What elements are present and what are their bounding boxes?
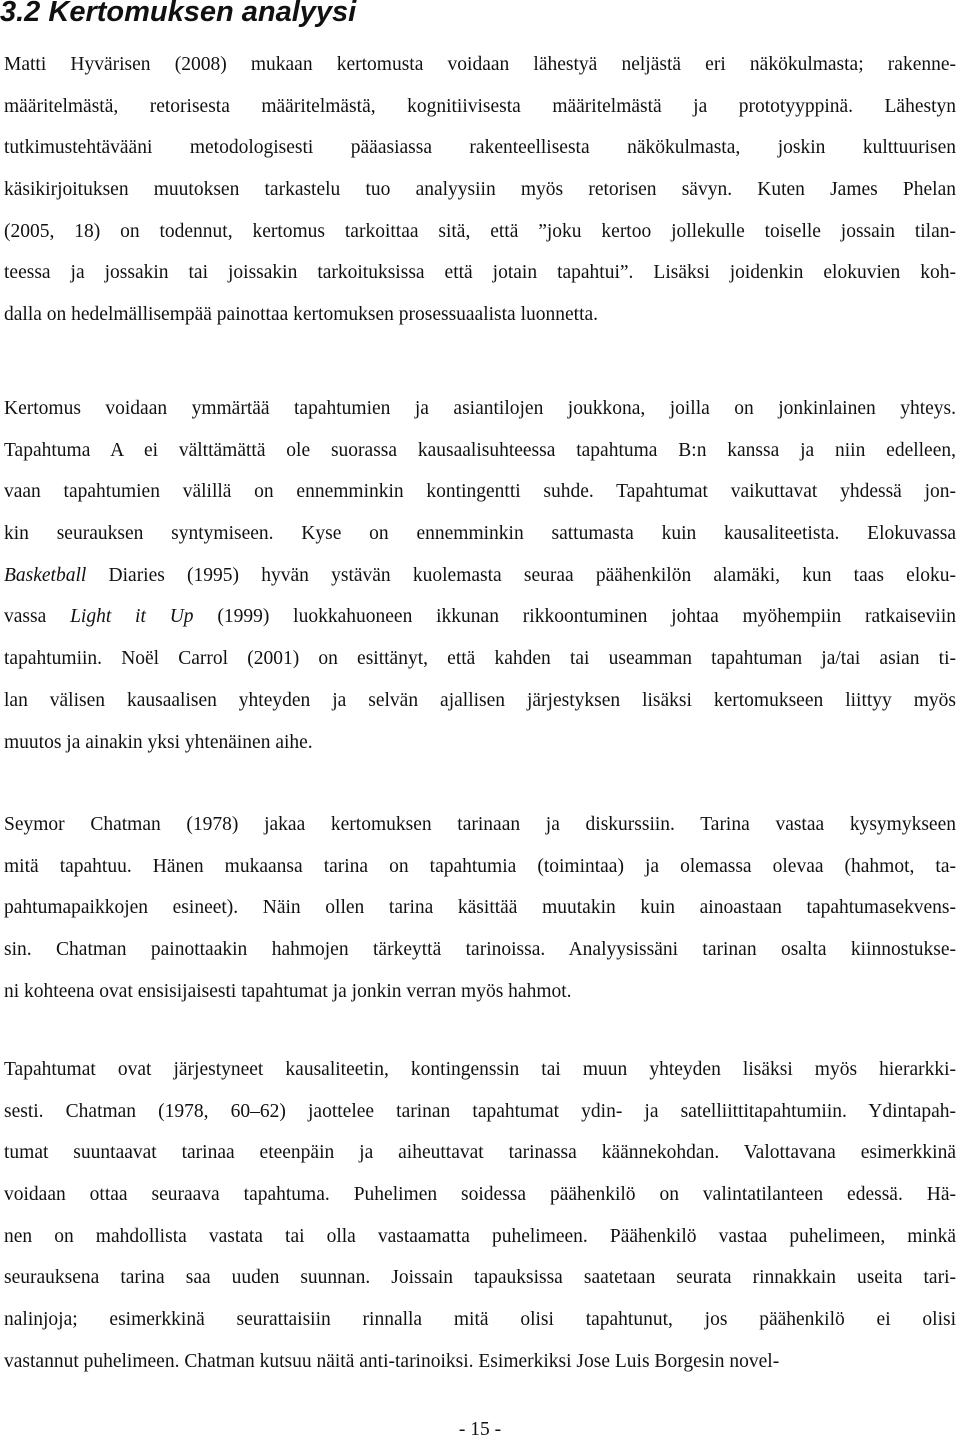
text-line (4, 680, 956, 722)
text-segment: ni kohteena ovat ensisijaisesti tapahtumat ja jonkin verran myös hahmot. (4, 980, 572, 1002)
text-line (4, 1341, 956, 1383)
text-segment: vassa (4, 606, 71, 628)
text-line (4, 169, 956, 211)
text-line (4, 44, 956, 86)
paragraph-3 (4, 804, 956, 1012)
text-segment: Matti Hyvärisen (2008) mukaan kertomusta voidaan lähestyä neljästä eri näkökulmasta; rakenne- (4, 54, 956, 75)
text-segment: lan välisen kausaalisen yhteyden ja selvän ajallisen järjestyksen lisäksi kertomukseen liittyy myös (4, 689, 956, 711)
text-segment: Tapahtumat ovat järjestyneet kausaliteetin, kontingenssin tai muun yhteyden lisäksi myös hierarkki- (4, 1059, 956, 1080)
text-segment: dalla on hedelmällisempää painottaa kertomuksen prosessuaalista luonnetta. (4, 304, 599, 326)
text-segment: pahtumapaikkojen esineet). Näin ollen tarina käsittää muutakin kuin ainoastaan tapahtumasekvens- (4, 897, 956, 919)
text-line (4, 887, 956, 929)
page-number: - 15 - (458, 1419, 502, 1440)
paragraph-4 (4, 1049, 956, 1383)
text-line (4, 1174, 956, 1216)
text-line (4, 596, 956, 638)
text-segment: tutkimustehtävääni metodologisesti pääasiassa rakenteellisesta näkökulmasta, joskin kulttuurisen (4, 137, 956, 159)
paragraph-2 (4, 388, 956, 763)
text-line (4, 1216, 956, 1258)
text-segment: nalinjoja; esimerkkinä seurattaisiin rinnalla mitä olisi tapahtunut, jos päähenkilö ei olisi (4, 1309, 956, 1331)
text-segment: Seymor Chatman (1978) jakaa kertomuksen tarinaan ja diskurssiin. Tarina vastaa kysymykseen (4, 814, 956, 835)
text-segment: muutos ja ainakin yksi yhtenäinen aihe. (4, 731, 313, 753)
text-line (4, 722, 956, 764)
text-segment: sesti. Chatman (1978, 60–62) jaottelee tarinan tapahtumat ydin- ja satelliittitapahtumiin. Ydintapah- (4, 1100, 956, 1122)
text-line (4, 1257, 956, 1299)
text-segment: tumat suuntaavat tarinaa eteenpäin ja aiheuttavat tarinassa käännekohdan. Valottavana esimerkkinä (4, 1142, 956, 1164)
text-line (4, 211, 956, 253)
text-line (4, 929, 956, 971)
text-segment: Diaries (1995) hyvän ystävän kuolemasta seuraa päähenkilön alamäki, kun taas eloku- (86, 564, 956, 586)
text-line (4, 86, 956, 128)
italic-title: Basketball (4, 564, 87, 586)
text-line (4, 252, 956, 294)
text-segment: seurauksena tarina saa uuden suunnan. Joissain tapauksissa saatetaan seurata rinnakkain useita tari- (4, 1267, 956, 1289)
text-line (4, 1132, 956, 1174)
text-line (4, 1091, 956, 1133)
section-heading: 3.2 Kertomuksen analyysi (0, 0, 357, 28)
text-segment: nen on mahdollista vastata tai olla vastaamatta puhelimeen. Päähenkilö vastaa puhelimeen, minkä (4, 1225, 956, 1247)
text-line (4, 388, 956, 430)
text-segment: voidaan ottaa seuraava tapahtuma. Puhelimen soidessa päähenkilö on valintatilanteen edessä. Hä- (4, 1184, 956, 1206)
text-segment: kin seurauksen syntymiseen. Kyse on ennemminkin sattumasta kuin kausaliteetista. Elokuvassa (4, 523, 956, 545)
text-line (4, 471, 956, 513)
text-line (4, 971, 956, 1013)
text-segment: vastannut puhelimeen. Chatman kutsuu näitä anti-tarinoiksi. Esimerkiksi Jose Luis Borgesin novel- (4, 1350, 780, 1372)
paragraph-1 (4, 44, 956, 336)
text-segment: sin. Chatman painottaakin hahmojen tärkeyttä tarinoissa. Analyysissäni tarinan osalta kiinnostukse- (4, 939, 956, 961)
text-segment: teessa ja jossakin tai joissakin tarkoituksissa että jotain tapahtui”. Lisäksi joidenkin elokuvien koh- (4, 262, 956, 284)
text-segment: (2005, 18) on todennut, kertomus tarkoittaa sitä, että ”joku kertoo jollekulle toiselle jossain tilan- (4, 220, 956, 242)
text-segment: vaan tapahtumien välillä on ennemminkin kontingentti suhde. Tapahtumat vaikuttavat yhdessä jon- (4, 481, 956, 503)
text-line (4, 804, 956, 846)
text-line (4, 127, 956, 169)
italic-title: Light it Up (70, 606, 194, 628)
text-segment: Tapahtuma A ei välttämättä ole suorassa kausaalisuhteessa tapahtuma B:n kanssa ja niin edelleen, (4, 439, 956, 461)
text-line (4, 638, 956, 680)
text-segment: mitä tapahtuu. Hänen mukaansa tarina on tapahtumia (toimintaa) ja olemassa olevaa (hahmot, ta- (4, 855, 956, 877)
text-line (4, 513, 956, 555)
text-line (4, 1299, 956, 1341)
text-segment: käsikirjoituksen muutoksen tarkastelu tuo analyysiin myös retorisen sävyn. Kuten James Phelan (4, 179, 956, 201)
text-line (4, 294, 956, 336)
text-line (4, 1049, 956, 1091)
text-line (4, 430, 956, 472)
text-segment: tapahtumiin. Noël Carrol (2001) on esittänyt, että kahden tai useamman tapahtuman ja/tai asian ti- (4, 648, 956, 670)
text-segment: määritelmästä, retorisesta määritelmästä, kognitiivisesta määritelmästä ja prototyyppinä. Lähestyn (4, 95, 956, 117)
text-segment: Kertomus voidaan ymmärtää tapahtumien ja asiantilojen joukkona, joilla on jonkinlainen yhteys. (4, 398, 956, 419)
text-line (4, 555, 956, 597)
text-segment: (1999) luokkahuoneen ikkunan rikkoontuminen johtaa myöhempiin ratkaiseviin (193, 606, 956, 628)
text-line (4, 846, 956, 888)
